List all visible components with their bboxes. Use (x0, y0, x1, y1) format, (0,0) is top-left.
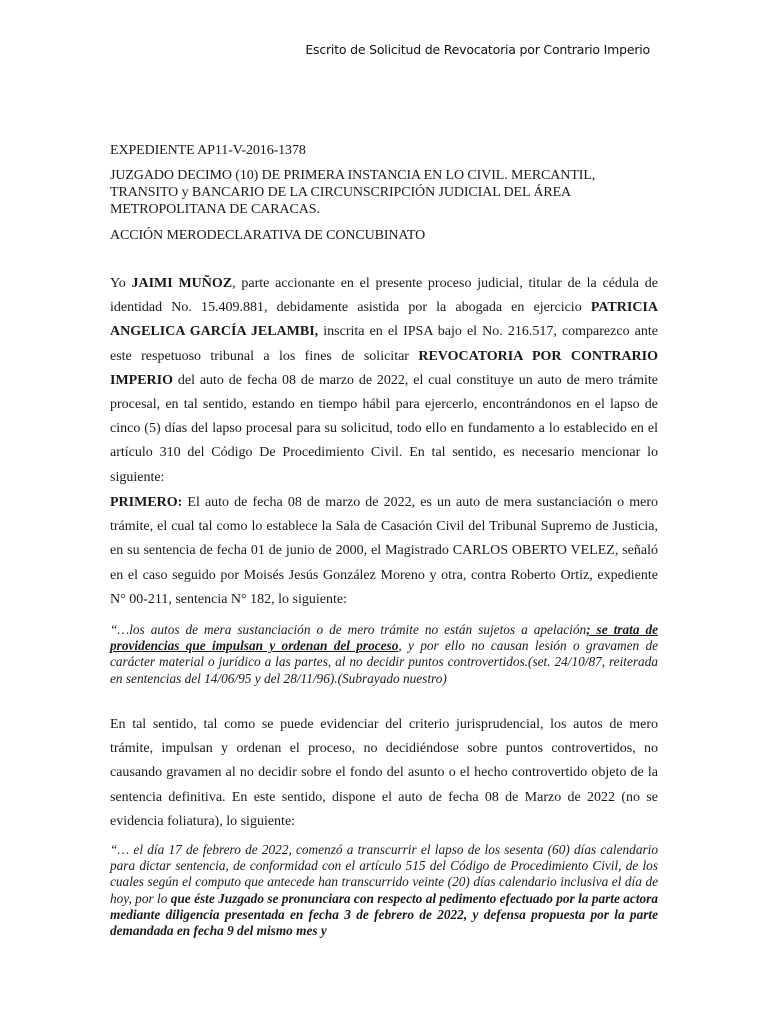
auto-quote (110, 842, 658, 939)
second-paragraph: En tal sentido, tal como se puede evidenciar del criterio jurisprudencial, los autos de mero trámite, impulsan y ordenan el proceso, no decidiéndose sobre puntos controvertidos, no causando gravamen al no decidir sobre el fondo del asunto o el hecho controvertido objeto de la sentencia definitiva. En este sentido, dispone el auto de fecha 08 de Marzo de 2022 (no se evidencia foliatura), lo siguiente: (110, 717, 658, 829)
claimant-name: JAIMI MUÑOZ (131, 276, 233, 291)
running-header: Escrito de Solicitud de Revocatoria por Contrario Imperio (305, 42, 650, 57)
intro-paragraph (110, 272, 658, 490)
action-type: ACCIÓN MERODECLARATIVA DE CONCUBINATO (110, 228, 426, 243)
primero-text: El auto de fecha 08 de marzo de 2022, es un auto de mera sustanciación o mero trámite, el cual tal como lo establece la Sala de Casación Civil del Tribunal Supremo de Justicia, en su sentencia de fecha 01 de junio de 2000, el Magistrado CARLOS OBERTO VELEZ, señaló en el caso seguido por Moisés Jesús González Moreno y otra, contra Roberto Ortiz, expediente N° 00-211, sentencia N° 182, lo siguiente: (110, 495, 658, 607)
jurisprudence-quote (110, 622, 658, 687)
quote-underlined-bold: ; se trata de providencias que impulsan y ordenan del proceso (110, 622, 658, 654)
quote-text: , y por ello no causan lesión o gravamen de carácter material o jurídico a las partes, al no decidir puntos controvertidos.(set. 24/10/87, reiterada en sentencias del 14/06/95 y del 28/11/96).(Subrayado nuestro) (110, 638, 658, 686)
quote-bold: que éste Juzgado se pronunciara con respecto al pedimento efectuado por la parte actora mediante diligencia presentada en fecha 3 de febrero de 2022, y defensa propuesta por la parte demandada en fecha 9 del mismo mes y (110, 890, 658, 939)
intro-text: , parte accionante en el presente proceso judicial, titular de la cédula de identidad No. 15.409.881, debidamente asistida por la abogada en ejercicio (110, 276, 658, 316)
intro-text: Yo (110, 276, 132, 291)
intro-text: del auto de fecha 08 de marzo de 2022, el cual constituye un auto de mero trámite procesal, en tal sentido, estando en tiempo hábil para ejercerlo, encontrándonos en el lapso de cinco (5) días del lapso procesal para su solicitud, todo ello en fundamento a lo establecido en el artículo 310 del Código De Procedimiento Civil. En tal sentido, es necesario mencionar lo siguiente: (110, 372, 658, 485)
request-title: REVOCATORIA POR CONTRARIO IMPERIO (110, 348, 659, 388)
court-name: JUZGADO DECIMO (10) DE PRIMERA INSTANCIA EN LO CIVIL. MERCANTIL, TRANSITO y BANCARIO DE LA CIRCUNSCRIPCIÓN JUDICIAL DEL ÁREA METROPOLITANA DE CARACAS. (110, 168, 596, 217)
lawyer-name: PATRICIA ANGELICA GARCÍA JELAMBI, (110, 300, 658, 340)
expediente-number: EXPEDIENTE AP11-V-2016-1378 (110, 143, 306, 158)
primero-label: PRIMERO: (110, 495, 183, 510)
quote-text: “… el día 17 de febrero de 2022, comenzó a transcurrir el lapso de los sesenta (60) días calendario para dictar sentencia, de conformidad con el artículo 515 del Código de Procedimiento Civil, de los cuales según el computo que antecede han transcurrido veinte (20) días calendario inclusiva el día de hoy, por lo (110, 842, 658, 906)
intro-text: inscrita en el IPSA bajo el No. 216.517, comparezco ante este respetuoso tribunal a los fines de solicitar (110, 324, 658, 364)
quote-text: “…los autos de mera sustanciación o de mero trámite no están sujetos a apelación (110, 622, 587, 637)
primero-paragraph (110, 491, 658, 612)
